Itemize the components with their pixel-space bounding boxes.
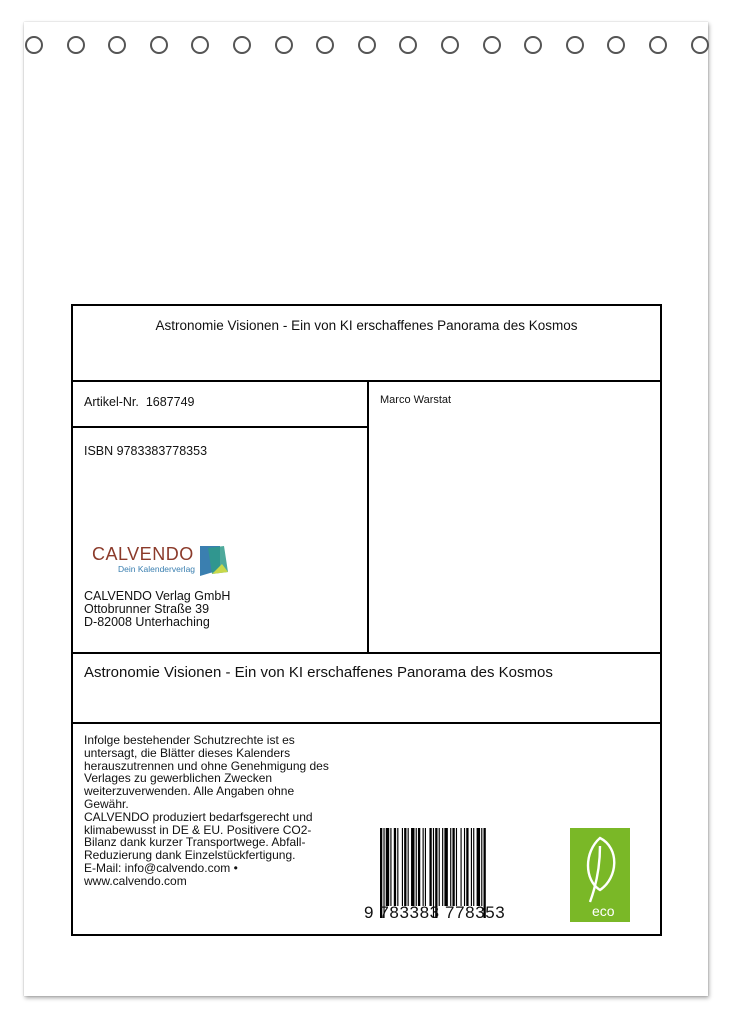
legal-line: untersagt, die Blätter dieses Kalenders (84, 745, 291, 760)
binding-ring (524, 36, 542, 54)
eco-label: eco (592, 903, 615, 919)
barcode-bar (418, 828, 420, 906)
barcode-bar (452, 828, 454, 906)
publisher-name: CALVENDO Verlag GmbH (84, 589, 231, 603)
article-label: Artikel-Nr. (84, 395, 139, 409)
barcode-bar (464, 828, 465, 906)
logo-tagline: Dein Kalenderverlag (118, 564, 196, 574)
calendar-title-repeat: Astronomie Visionen - Ein von KI erschaffenes Panorama des Kosmos (84, 664, 553, 681)
binding-ring (108, 36, 126, 54)
binding-ring (25, 36, 43, 54)
title-box-bottom (71, 652, 662, 724)
legal-line: Verlages zu gewerblichen Zwecken (84, 771, 273, 786)
barcode-bar (404, 828, 406, 906)
barcode-bar (402, 828, 403, 906)
barcode-bar (481, 828, 482, 906)
title-box-top (71, 304, 662, 382)
barcode-bar (471, 828, 472, 906)
publisher-address (84, 590, 230, 629)
isbn: ISBN 9783383778353 (84, 444, 208, 458)
binding-ring (67, 36, 85, 54)
barcode-bar (442, 828, 443, 906)
legal-line: weiterzuverwenden. Alle Angaben ohne (84, 784, 295, 799)
binding-ring (566, 36, 584, 54)
legal-line: herauszutrennen und ohne Genehmigung des (84, 758, 329, 773)
binding-ring (275, 36, 293, 54)
spiral-binding (0, 36, 733, 58)
barcode-bar (386, 828, 389, 906)
eco-leaf-icon (570, 828, 630, 922)
barcode-bar (411, 828, 414, 906)
barcode-bar (444, 828, 447, 906)
barcode-bar (466, 828, 468, 906)
calendar-page-icon (198, 544, 230, 578)
legal-line: CALVENDO produziert bedarfsgerecht und (84, 809, 313, 824)
logo-name: CALVENDO (92, 544, 194, 564)
barcode-bar (394, 828, 396, 906)
legal-line: Infolge bestehender Schutzrechte ist es (84, 733, 295, 747)
barcode-bar (390, 828, 391, 906)
calvendo-logo (88, 544, 238, 580)
binding-ring (607, 36, 625, 54)
legal-line: Bilanz dank kurzer Transportwege. Abfall- (84, 835, 306, 850)
barcode-bar (461, 828, 462, 906)
article-value: 1687749 (145, 395, 195, 409)
legal-notice (84, 734, 359, 888)
binding-ring (399, 36, 417, 54)
barcode-bar (408, 828, 409, 906)
legal-line: E-Mail: info@calvendo.com • (84, 860, 238, 875)
binding-ring (483, 36, 501, 54)
barcode-bar (397, 828, 398, 906)
barcode-bar (477, 828, 480, 906)
barcode-digits: 9 783383 778353 (364, 903, 506, 922)
legal-line: Reduzierung dank Einzelstückfertigung. (84, 848, 296, 863)
binding-ring (649, 36, 667, 54)
binding-ring (358, 36, 376, 54)
legal-line: Gewähr. (84, 796, 129, 811)
barcode-bar (423, 828, 424, 906)
barcode-bar (456, 828, 457, 906)
binding-ring (150, 36, 168, 54)
author-box (367, 380, 662, 654)
barcode-bar (450, 828, 451, 906)
binding-ring (441, 36, 459, 54)
binding-ring (191, 36, 209, 54)
barcode-bar (416, 828, 417, 906)
legal-line: www.calvendo.com (84, 873, 187, 888)
binding-ring (233, 36, 251, 54)
barcode-bar (473, 828, 474, 906)
author-name: Marco Warstat (380, 394, 452, 406)
barcode-bar (439, 828, 440, 906)
binding-ring (316, 36, 334, 54)
calendar-title: Astronomie Visionen - Ein von KI erschaffenes Panorama des Kosmos (155, 318, 578, 333)
barcode-bar (429, 828, 431, 906)
legal-line: klimabewusst in DE & EU. Positivere CO2- (84, 822, 312, 837)
binding-ring (691, 36, 709, 54)
publisher-city: D-82008 Unterhaching (84, 615, 210, 629)
publisher-street: Ottobrunner Straße 39 (84, 602, 210, 616)
barcode-bar (425, 828, 426, 906)
article-number (84, 395, 195, 409)
